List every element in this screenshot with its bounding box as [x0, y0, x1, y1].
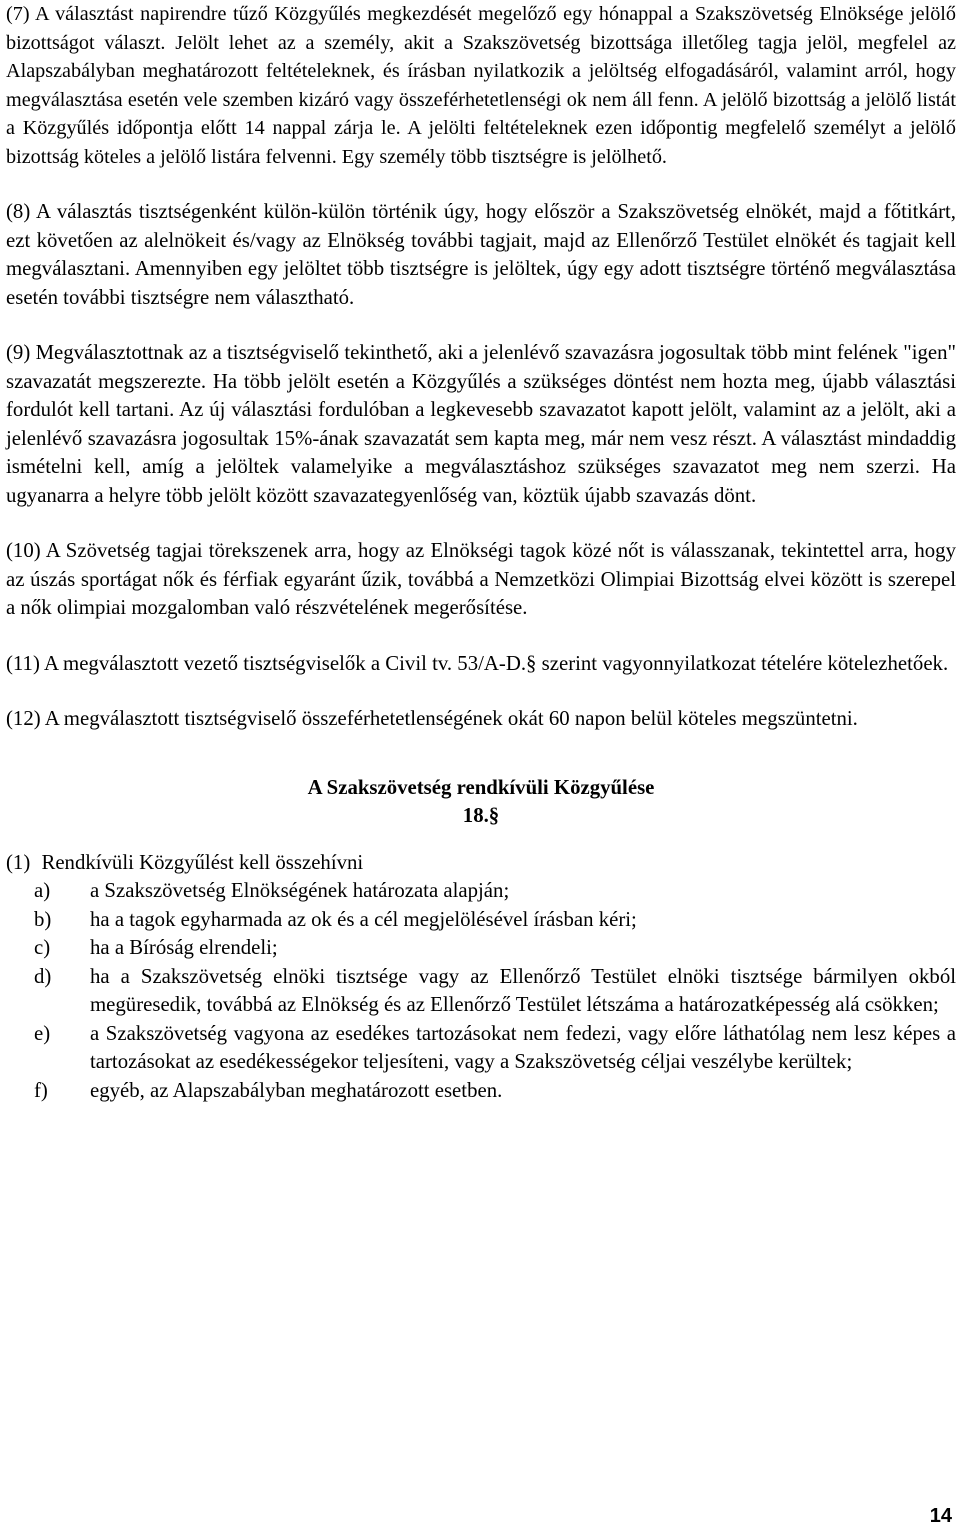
list-text: ha a Bíróság elrendeli;: [90, 936, 278, 959]
list-item: [6, 963, 956, 1020]
paragraph-9-text: Megválasztottnak az a tisztségviselő tekinthető, aki a jelenlévő szavazásra jogosultak több mint felének "igen" szavazatát megszerezte. Ha több jelölt esetén a Közgyűlés a szükséges döntést nem hozta meg, újabb választási fordulót kell tartani. Az új választási fordulóban a legkevesebb szavazatot kapott jelölt, valamint az a jelölt, aki a jelenlévő szavazásra jogosultak 15%-ának szavazatát sem kapta meg, már nem vesz részt. A választást mindaddig ismételni kell, amíg a jelöltek valamelyike a megválasztáshoz szükséges szavazatot meg nem szerzi. Ha ugyanarra a helyre több jelölt között szavazategyenlőség van, köztük újabb szavazás dönt.: [6, 341, 956, 507]
list-text: a Szakszövetség vagyona az esedékes tartozásokat nem fedezi, vagy előre láthatólag nem lesz képes a tartozásokat az esedékességekor teljesíteni, vagy a Szakszövetség céljai veszélybe kerültek;: [90, 1021, 956, 1073]
list-marker: c): [34, 936, 51, 959]
paragraph-10-text: A Szövetség tagjai törekszenek arra, hogy az Elnökségi tagok közé nőt is válasszanak, tekintettel arra, hogy az úszás sportágat nők és férfiak egyaránt űzik, továbbá a Nemzetközi Olimpiai Bizottság elvei között is szerepel a nők olimpiai mozgalomban való részvételének megerősítése.: [6, 539, 956, 619]
list-text: egyéb, az Alapszabályban meghatározott esetben.: [90, 1078, 503, 1102]
paragraph-7-number: (7): [6, 3, 30, 25]
list-item: [6, 934, 956, 963]
list-marker: f): [34, 1078, 48, 1102]
paragraph-12-number: (12): [6, 707, 41, 730]
list-text: a Szakszövetség Elnökségének határozata alapján;: [90, 879, 510, 902]
paragraph-11-text: A megválasztott vezető tisztségviselők a Civil tv. 53/A-D.§ szerint vagyonnyilatkozat tételére kötelezhetőek.: [43, 651, 949, 675]
paragraph-9: [6, 339, 956, 510]
paragraph-10-number: (10): [6, 539, 41, 562]
paragraph-7: [6, 0, 956, 171]
list-item: [6, 1077, 956, 1106]
list-text: ha a Szakszövetség elnöki tisztsége vagy az Ellenőrző Testület elnöki tisztsége bármilyen okból megüresedik, továbbá az Elnökség és az Ellenőrző Testület létszáma a határozatképesség alá csökken;: [90, 964, 956, 1016]
list-marker: d): [34, 964, 52, 988]
paragraph-9-number: (9): [6, 341, 31, 364]
list-text: ha a tagok egyharmada az ok és a cél megjelölésével írásban kéri;: [90, 907, 637, 931]
section-intro-number: (1): [6, 850, 31, 874]
section-number: 18.§: [462, 804, 500, 827]
paragraph-8: [6, 198, 956, 312]
document-page: [6, 0, 956, 1105]
section-title: A Szakszövetség rendkívüli Közgyűlése: [307, 775, 655, 799]
list-marker: b): [34, 907, 52, 931]
list-item: [6, 906, 956, 935]
paragraph-7-text: A választást napirendre tűző Közgyűlés megkezdését megelőző egy hónappal a Szakszövetség Elnöksége jelölő bizottságot választ. Jelölt lehet az a személy, akit a Szakszövetség bizottsága illetőleg tagja jelöl, megfelel az Alapszabályban meghatározott feltételeknek, és írásban nyilatkozik a jelöltség elfogadásáról, valamint arról, hogy megválasztása esetén vele szemben kizáró vagy összeférhetetlenségi ok nem áll fenn. A jelölő bizottság a jelölő listát a Közgyűlés időpontja előtt 14 nappal zárja le. A jelölti feltételeknek ezen időpontig megfelelő személyt a jelölő bizottság köteles a jelölő listára felvenni. Egy személy több tisztségre is jelölhető.: [6, 3, 957, 168]
paragraph-12-text: A megválasztott tisztségviselő összeférhetetlenségének okát 60 napon belül köteles megszüntetni.: [44, 707, 858, 730]
list-marker: a): [34, 879, 51, 902]
paragraph-11-number: (11): [6, 651, 40, 675]
list-item: [6, 877, 956, 906]
paragraph-10: [6, 537, 956, 623]
section-intro: [6, 849, 956, 878]
page-number: 14: [929, 1505, 952, 1527]
paragraph-8-text: A választás tisztségenként külön-külön történik úgy, hogy először a Szakszövetség elnökét, majd a főtitkárt, ezt követően az alelnökeit és/vagy az Elnökség további tagjait, majd az Ellenőrző Testület elnökét és tagjait kell megválasztani. Amennyiben egy jelöltet több tisztségre is jelöltek, úgy egy adott tisztségre történő megválasztása esetén további tisztségre nem választható.: [6, 200, 956, 309]
paragraph-11: [6, 650, 956, 679]
section-intro-text: Rendkívüli Közgyűlést kell összehívni: [41, 850, 364, 874]
paragraph-8-number: (8): [6, 200, 31, 223]
paragraph-12: [6, 705, 956, 734]
condition-list: [6, 877, 956, 1105]
list-marker: e): [34, 1021, 51, 1045]
list-item: [6, 1020, 956, 1077]
